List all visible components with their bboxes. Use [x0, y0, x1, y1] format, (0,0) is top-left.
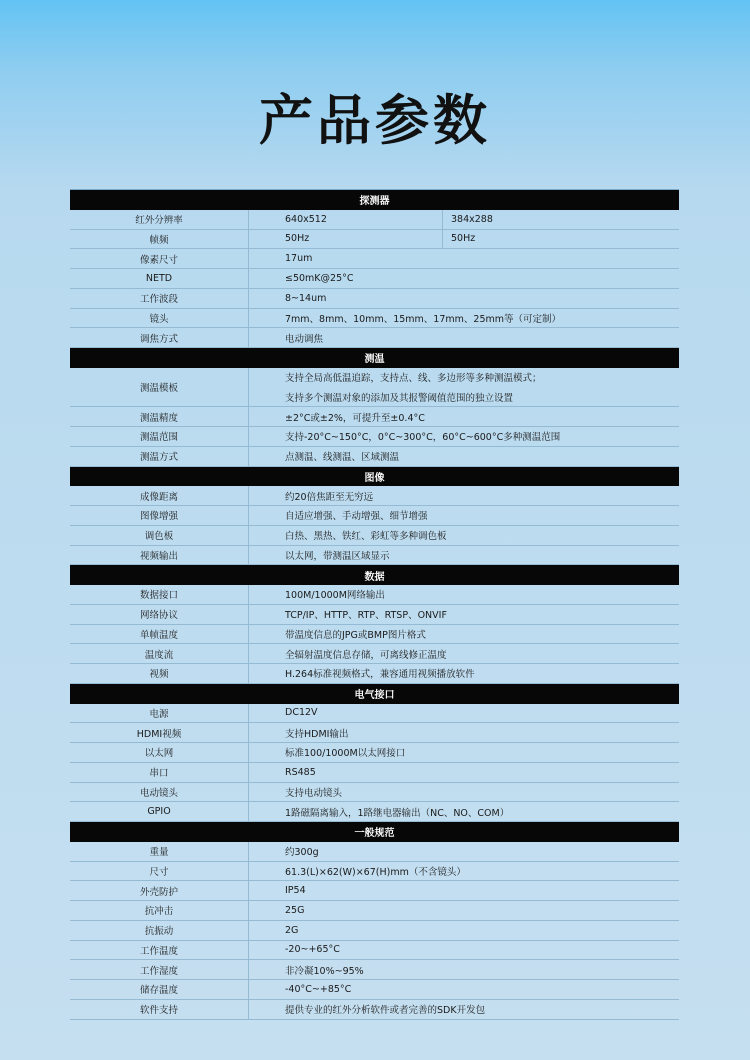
spec-label: 调色板: [70, 526, 249, 545]
spec-row: [70, 447, 679, 467]
spec-row: [70, 309, 679, 329]
spec-label: 电动镜头: [70, 783, 249, 802]
spec-label: 测温模板: [70, 368, 249, 407]
spec-value: IP54: [285, 885, 306, 897]
spec-row: [70, 901, 679, 921]
spec-label: 测温方式: [70, 447, 249, 466]
spec-row: [70, 743, 679, 763]
spec-label: 像素尺寸: [70, 249, 249, 268]
spec-value: 17um: [285, 253, 313, 265]
spec-label: 单帧温度: [70, 625, 249, 644]
spec-row: [70, 763, 679, 783]
spec-row: [70, 230, 679, 250]
spec-value-line: 支持多个测温对象的添加及其报警阈值范围的独立设置: [285, 393, 514, 404]
spec-row: [70, 407, 679, 427]
spec-label: 红外分辨率: [70, 210, 249, 229]
spec-value: 全辐射温度信息存储，可离线修正温度: [285, 649, 447, 661]
spec-label: 温度流: [70, 644, 249, 663]
spec-value: 1路磁隔离输入，1路继电器输出（NC、NO、COM）: [285, 807, 510, 819]
spec-label: 图像增强: [70, 506, 249, 525]
spec-row: [70, 980, 679, 1000]
spec-row: [70, 644, 679, 664]
spec-row: [70, 783, 679, 803]
spec-label: 调焦方式: [70, 328, 249, 347]
spec-label: 帧频: [70, 230, 249, 249]
spec-value: TCP/IP、HTTP、RTP、RTSP、ONVIF: [285, 610, 447, 622]
spec-value-line: 支持全局高低温追踪，支持点、线、多边形等多种测温模式；: [285, 373, 542, 384]
spec-value: 自适应增强、手动增强、细节增强: [285, 511, 428, 523]
spec-row: [70, 605, 679, 625]
section-header: 电气接口: [70, 684, 679, 704]
section-header: 测温: [70, 348, 679, 368]
spec-label: 尺寸: [70, 862, 249, 881]
spec-label: 视频输出: [70, 546, 249, 565]
spec-row: [70, 921, 679, 941]
spec-value: 支持-20°C~150°C，0°C~300°C，60°C~600°C多种测温范围: [285, 432, 561, 444]
spec-value: 带温度信息的JPG或BMP图片格式: [285, 629, 426, 641]
spec-row: [70, 941, 679, 961]
spec-value: ±2°C或±2%，可提升至±0.4°C: [285, 412, 425, 424]
spec-label: 测温精度: [70, 407, 249, 426]
spec-value: 2G: [285, 924, 299, 936]
spec-value: -40°C~+85°C: [285, 983, 352, 995]
spec-label: 工作波段: [70, 289, 249, 308]
spec-value: RS485: [285, 766, 316, 778]
spec-label: 抗振动: [70, 921, 249, 940]
spec-value: H.264标准视频格式，兼容通用视频播放软件: [285, 669, 475, 681]
spec-label: HDMI视频: [70, 723, 249, 742]
spec-value: 提供专业的红外分析软件或者完善的SDK开发包: [285, 1005, 486, 1017]
spec-row: [70, 427, 679, 447]
spec-row: [70, 723, 679, 743]
spec-value: 约20倍焦距至无穷远: [285, 491, 374, 503]
spec-row: [70, 249, 679, 269]
spec-label: 网络协议: [70, 605, 249, 624]
spec-row: [70, 506, 679, 526]
spec-label: 以太网: [70, 743, 249, 762]
spec-row: [70, 842, 679, 862]
spec-row: [70, 881, 679, 901]
spec-value: 约300g: [285, 847, 319, 859]
spec-value: 384x288: [451, 213, 493, 225]
spec-row: [70, 368, 679, 408]
spec-value: 640x512: [249, 210, 443, 229]
section-header: 探测器: [70, 190, 679, 210]
spec-row: [70, 289, 679, 309]
spec-label: 重量: [70, 842, 249, 861]
spec-label: 视频: [70, 664, 249, 683]
spec-label: 成像距离: [70, 486, 249, 505]
spec-value: 非冷凝10%~95%: [285, 965, 364, 977]
spec-row: [70, 210, 679, 230]
spec-label: 串口: [70, 763, 249, 782]
spec-row: [70, 664, 679, 684]
spec-value: DC12V: [285, 707, 318, 719]
spec-row: [70, 486, 679, 506]
spec-value: 白热、黑热、铁红、彩虹等多种调色板: [285, 531, 447, 543]
page-title: 产品参数: [259, 89, 491, 152]
spec-value: 100M/1000M网络输出: [285, 590, 385, 602]
spec-value: 标准100/1000M以太网接口: [285, 748, 406, 760]
spec-value: -20~+65°C: [285, 944, 340, 956]
spec-value: 支持电动镜头: [285, 787, 343, 799]
spec-row: [70, 585, 679, 605]
spec-value: 以太网，带测温区域显示: [285, 550, 390, 562]
spec-value: 点测温、线测温、区域测温: [285, 452, 400, 464]
spec-row: [70, 526, 679, 546]
section-header: 图像: [70, 467, 679, 487]
spec-label: 数据接口: [70, 585, 249, 604]
spec-row: [70, 328, 679, 348]
spec-table: [70, 189, 679, 1020]
spec-value: 8~14um: [285, 292, 327, 304]
spec-row: [70, 704, 679, 724]
spec-row: [70, 862, 679, 882]
spec-row: [70, 269, 679, 289]
spec-row: [70, 802, 679, 822]
spec-label: 镜头: [70, 309, 249, 328]
spec-label: 工作湿度: [70, 960, 249, 979]
spec-value: 25G: [285, 904, 305, 916]
spec-row: [70, 625, 679, 645]
spec-value: 7mm、8mm、10mm、15mm、17mm、25mm等（可定制）: [285, 313, 561, 325]
spec-label: 外壳防护: [70, 881, 249, 900]
spec-label: NETD: [70, 269, 249, 288]
spec-row: [70, 546, 679, 566]
spec-label: GPIO: [70, 802, 249, 821]
spec-value: 50Hz: [451, 233, 476, 245]
spec-label: 储存温度: [70, 980, 249, 999]
spec-label: 软件支持: [70, 1000, 249, 1019]
spec-label: 工作温度: [70, 941, 249, 960]
spec-value: 50Hz: [249, 230, 443, 249]
spec-value: 支持HDMI输出: [285, 728, 349, 740]
spec-row: [70, 960, 679, 980]
spec-label: 抗冲击: [70, 901, 249, 920]
spec-value: [249, 368, 679, 407]
spec-label: 电源: [70, 704, 249, 723]
spec-label: 测温范围: [70, 427, 249, 446]
spec-row: [70, 1000, 679, 1020]
spec-value: 电动调焦: [285, 333, 324, 345]
spec-value: ≤50mK@25°C: [285, 272, 354, 284]
spec-value: 61.3(L)×62(W)×67(H)mm（不含镜头）: [285, 866, 466, 878]
section-header: 数据: [70, 565, 679, 585]
section-header: 一般规范: [70, 822, 679, 842]
